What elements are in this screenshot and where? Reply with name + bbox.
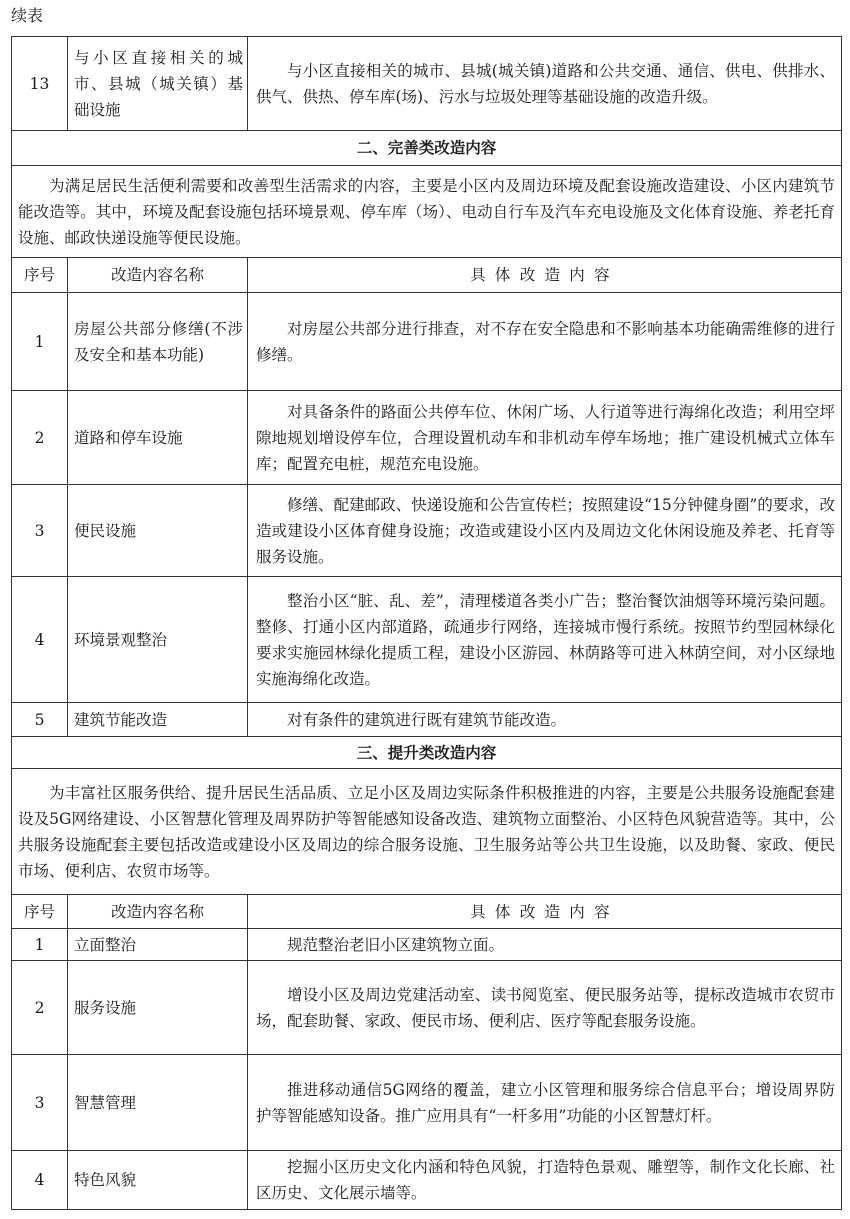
- item-content: 推进移动通信5G网络的覆盖，建立小区管理和服务综合信息平台；增设周界防护等智能感知设备。推广应用具有“一杆多用”功能的小区智慧灯杆。: [248, 1055, 842, 1151]
- renovation-table: [11, 36, 842, 1210]
- table-row: [12, 391, 842, 485]
- header-number: 序号: [12, 258, 68, 293]
- item-name: 特色风貌: [68, 1151, 248, 1210]
- section-intro-row: [12, 166, 842, 258]
- table-row: [12, 1055, 842, 1151]
- table-row: [12, 703, 842, 737]
- item-content: 与小区直接相关的城市、县城(城关镇)道路和公共交通、通信、供电、供排水、供气、供热、停车库(场)、污水与垃圾处理等基础设施的改造升级。: [248, 37, 842, 131]
- section-title: 三、提升类改造内容: [12, 737, 842, 769]
- item-name: 便民设施: [68, 485, 248, 577]
- item-content: 对房屋公共部分进行排查，对不存在安全隐患和不影响基本功能确需维修的进行修缮。: [248, 293, 842, 391]
- section-title-row: [12, 737, 842, 769]
- section-title: 二、完善类改造内容: [12, 131, 842, 166]
- table-caption: 续表: [11, 6, 44, 25]
- row-number: 1: [12, 293, 68, 391]
- table-row: [12, 929, 842, 961]
- section-intro: 为丰富社区服务供给、提升居民生活品质、立足小区及周边实际条件积极推进的内容，主要是公共服务设施配套建设及5G网络建设、小区智慧化管理及周界防护等智能感知设备改造、建筑物立面整治、小区特色风貌营造等。其中，公共服务设施配套主要包括改造或建设小区及周边的综合服务设施、卫生服务站等公共卫生设施，以及助餐、家政、便民市场、便利店、农贸市场等。: [12, 769, 842, 895]
- row-number: 4: [12, 1151, 68, 1210]
- item-content: 对有条件的建筑进行既有建筑节能改造。: [248, 703, 842, 737]
- table-row: [12, 577, 842, 703]
- item-content: 对具备条件的路面公共停车位、休闲广场、人行道等进行海绵化改造；利用空坪隙地规划增设停车位，合理设置机动车和非机动车停车场地；推广建设机械式立体车库；配置充电桩，规范充电设施。: [248, 391, 842, 485]
- row-number: 2: [12, 961, 68, 1055]
- section-intro: 为满足居民生活便利需要和改善型生活需求的内容，主要是小区内及周边环境及配套设施改造建设、小区内建筑节能改造等。其中，环境及配套设施包括环境景观、停车库（场）、电动自行车及汽车充电设施及文化体育设施、养老托育设施、邮政快递设施等便民设施。: [12, 166, 842, 258]
- item-content: 整治小区“脏、乱、差”，清理楼道各类小广告；整治餐饮油烟等环境污染问题。整修、打通小区内部道路，疏通步行网络，连接城市慢行系统。按照节约型园林绿化要求实施园林绿化提质工程，建设小区游园、林荫路等可进入林荫空间，对小区绿地实施海绵化改造。: [248, 577, 842, 703]
- row-number: 13: [12, 37, 68, 131]
- header-name: 改造内容名称: [68, 895, 248, 929]
- row-number: 2: [12, 391, 68, 485]
- item-name: 立面整治: [68, 929, 248, 961]
- item-name: 环境景观整治: [68, 577, 248, 703]
- item-content: 增设小区及周边党建活动室、读书阅览室、便民服务站等，提标改造城市农贸市场，配套助餐、家政、便民市场、便利店、医疗等配套服务设施。: [248, 961, 842, 1055]
- row-number: 3: [12, 1055, 68, 1151]
- item-name: 服务设施: [68, 961, 248, 1055]
- item-name: 建筑节能改造: [68, 703, 248, 737]
- table-row: [12, 1151, 842, 1210]
- item-content: 挖掘小区历史文化内涵和特色风貌，打造特色景观、雕塑等，制作文化长廊、社区历史、文化展示墙等。: [248, 1151, 842, 1210]
- header-content: 具体改造内容: [248, 895, 842, 929]
- row-number: 1: [12, 929, 68, 961]
- row-number: 4: [12, 577, 68, 703]
- table-row: [12, 485, 842, 577]
- item-name: 智慧管理: [68, 1055, 248, 1151]
- item-content: 修缮、配建邮政、快递设施和公告宣传栏；按照建设“15分钟健身圈”的要求，改造或建设小区体育健身设施；改造或建设小区内及周边文化休闲设施及养老、托育等服务设施。: [248, 485, 842, 577]
- item-name: 道路和停车设施: [68, 391, 248, 485]
- table-header-row: [12, 258, 842, 293]
- table-row: [12, 961, 842, 1055]
- header-content: 具体改造内容: [248, 258, 842, 293]
- item-content: 规范整治老旧小区建筑物立面。: [248, 929, 842, 961]
- header-number: 序号: [12, 895, 68, 929]
- row-number: 3: [12, 485, 68, 577]
- item-name: 房屋公共部分修缮(不涉及安全和基本功能): [68, 293, 248, 391]
- table-row: [12, 37, 842, 131]
- section-intro-row: [12, 769, 842, 895]
- section-title-row: [12, 131, 842, 166]
- table-row: [12, 293, 842, 391]
- header-name: 改造内容名称: [68, 258, 248, 293]
- item-name: 与小区直接相关的城市、县城（城关镇）基础设施: [68, 37, 248, 131]
- table-header-row: [12, 895, 842, 929]
- row-number: 5: [12, 703, 68, 737]
